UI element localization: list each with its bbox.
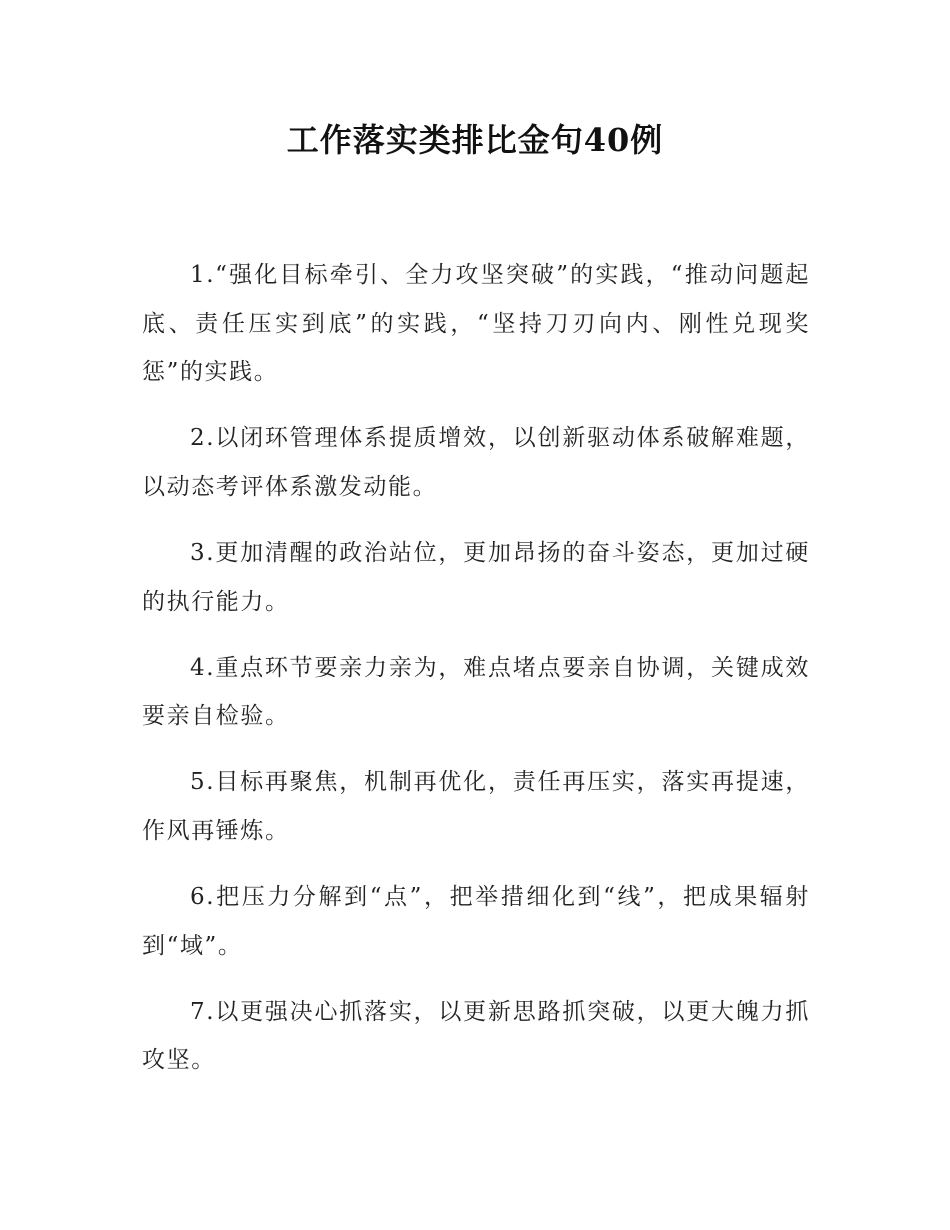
paragraph-2: 2.以闭环管理体系提质增效，以创新驱动体系破解难题，以动态考评体系激发动能。: [142, 425, 810, 500]
document-title: 工作落实类排比金句40例: [286, 121, 664, 159]
paragraph-4: 4.重点环节要亲力亲为，难点堵点要亲自协调，关键成效要亲自检验。: [142, 654, 810, 730]
paragraph-6: 6.把压力分解到“点”，把举措细化到“线”，把成果辐射到“域”。: [142, 884, 810, 959]
paragraph-3: 3.更加清醒的政治站位，更加昂扬的奋斗姿态，更加过硬的执行能力。: [142, 539, 810, 615]
paragraph-1: 1.“强化目标牵引、全力攻坚突破”的实践，“推动问题起底、责任压实到底”的实践，“坚持刀刃向内、刚性兑现奖惩”的实践。: [142, 262, 810, 386]
paragraph-5: 5.目标再聚焦，机制再优化，责任再压实，落实再提速，作风再锤炼。: [142, 769, 810, 844]
paragraph-7: 7.以更强决心抓落实，以更新思路抓突破，以更大魄力抓攻坚。: [142, 998, 810, 1074]
document-body: [142, 251, 810, 1102]
